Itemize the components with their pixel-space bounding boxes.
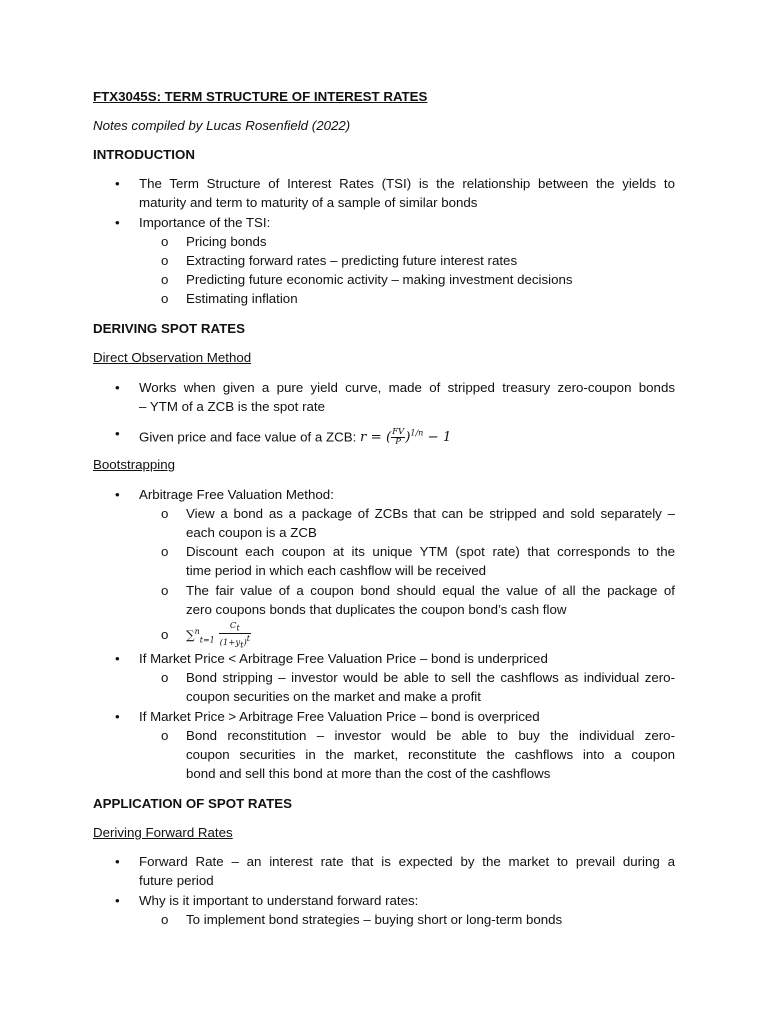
- bootstrap-bullet-3: If Market Price > Arbitrage Free Valuation Price – bond is overpriced: [139, 709, 540, 724]
- bootstrap-bullet-1: Arbitrage Free Valuation Method:: [139, 487, 334, 502]
- bullet-icon: •: [115, 709, 120, 724]
- document-title: FTX3045S: TERM STRUCTURE OF INTEREST RATES: [93, 89, 428, 104]
- sub-bullet-icon: o: [161, 627, 169, 642]
- sub-bullet-icon: o: [161, 583, 169, 598]
- forward-sub-item: To implement bond strategies – buying short or long-term bonds: [186, 912, 563, 927]
- direct-bullet-2: [139, 424, 675, 447]
- sub-bullet-icon: o: [161, 272, 169, 287]
- direct-bullet-1-line-1: Works when given a pure yield curve, made of stripped treasury zero-coupon bonds: [139, 380, 675, 395]
- sub-bullet-icon: o: [161, 544, 169, 559]
- forward-bullet-1-line-1: Forward Rate – an interest rate that is expected by the market to prevail during a: [139, 854, 675, 869]
- section-heading-deriving-spot-rates: DERIVING SPOT RATES: [93, 321, 245, 336]
- bullet-icon: •: [115, 893, 120, 908]
- sub-bullet-icon: o: [161, 506, 169, 521]
- bullet-icon: •: [115, 426, 120, 441]
- bootstrap-sub-3-line-2: zero coupons bonds that duplicates the coupon bond’s cash flow: [186, 602, 567, 617]
- sub-bullet-icon: o: [161, 234, 169, 249]
- sub-bullet-icon: o: [161, 670, 169, 685]
- forward-bullet-1-line-2: future period: [139, 873, 214, 888]
- subheading-bootstrapping: Bootstrapping: [93, 457, 176, 472]
- spot-rate-formula-label: Given price and face value of a ZCB:: [139, 429, 357, 445]
- bootstrap-bullet-3-sub-line-3: bond and sell this bond at more than the cost of the cashflows: [186, 766, 551, 781]
- bootstrap-sub-1-line-1: View a bond as a package of ZCBs that can be stripped and sold separately –: [186, 506, 675, 521]
- bootstrap-sub-2-line-2: time period in which each cashflow will be received: [186, 563, 487, 578]
- forward-bullet-2: Why is it important to understand forward rates:: [139, 893, 419, 908]
- intro-bullet-2: Importance of the TSI:: [139, 215, 271, 230]
- sub-bullet-icon: o: [161, 291, 169, 306]
- bootstrap-bullet-2: If Market Price < Arbitrage Free Valuation Price – bond is underpriced: [139, 651, 548, 666]
- bootstrap-bullet-3-sub-line-2: coupon securities in the market, reconstitute the cashflows into a coupon: [186, 747, 675, 762]
- bootstrap-bullet-2-sub-line-1: Bond stripping – investor would be able to sell the cashflows as individual zero-: [186, 670, 675, 685]
- section-heading-introduction: INTRODUCTION: [93, 147, 195, 162]
- bootstrap-sub-1-line-2: each coupon is a ZCB: [186, 525, 317, 540]
- bootstrap-sub-3-line-1: The fair value of a coupon bond should equal the value of all the package of: [186, 583, 675, 598]
- bullet-icon: •: [115, 215, 120, 230]
- bullet-icon: •: [115, 380, 120, 395]
- bond-value-formula: ∑$^n_{t=1}$ $\frac{C_t}{(1+y_t)^t}$: [186, 621, 250, 650]
- bullet-icon: •: [115, 854, 120, 869]
- sub-bullet-icon: o: [161, 912, 169, 927]
- subheading-direct-observation: Direct Observation Method: [93, 350, 252, 365]
- intro-sub-item: Predicting future economic activity – making investment decisions: [186, 272, 573, 287]
- sub-bullet-icon: o: [161, 253, 169, 268]
- intro-sub-item: Extracting forward rates – predicting future interest rates: [186, 253, 518, 268]
- intro-bullet-1-line-2: maturity and term to maturity of a sample of similar bonds: [139, 195, 478, 210]
- subheading-deriving-forward-rates: Deriving Forward Rates: [93, 825, 233, 840]
- bullet-icon: •: [115, 487, 120, 502]
- section-heading-application: APPLICATION OF SPOT RATES: [93, 796, 292, 811]
- sub-bullet-icon: o: [161, 728, 169, 743]
- direct-bullet-1-line-2: – YTM of a ZCB is the spot rate: [139, 399, 325, 414]
- intro-sub-item: Estimating inflation: [186, 291, 298, 306]
- bootstrap-bullet-2-sub-line-2: coupon securities on the market and make a profit: [186, 689, 481, 704]
- intro-bullet-1-line-1: The Term Structure of Interest Rates (TSI) is the relationship between the yields to: [139, 176, 675, 191]
- author-note: Notes compiled by Lucas Rosenfield (2022): [93, 118, 351, 133]
- bootstrap-bullet-3-sub-line-1: Bond reconstitution – investor would be able to buy the individual zero-: [186, 728, 675, 743]
- bullet-icon: •: [115, 651, 120, 666]
- spot-rate-formula: r = ( $\frac{FV}{P}$ )$^{1/n}$ − 1: [360, 427, 452, 448]
- bullet-icon: •: [115, 176, 120, 191]
- bootstrap-sub-2-line-1: Discount each coupon at its unique YTM (spot rate) that corresponds to the: [186, 544, 675, 559]
- intro-sub-item: Pricing bonds: [186, 234, 267, 249]
